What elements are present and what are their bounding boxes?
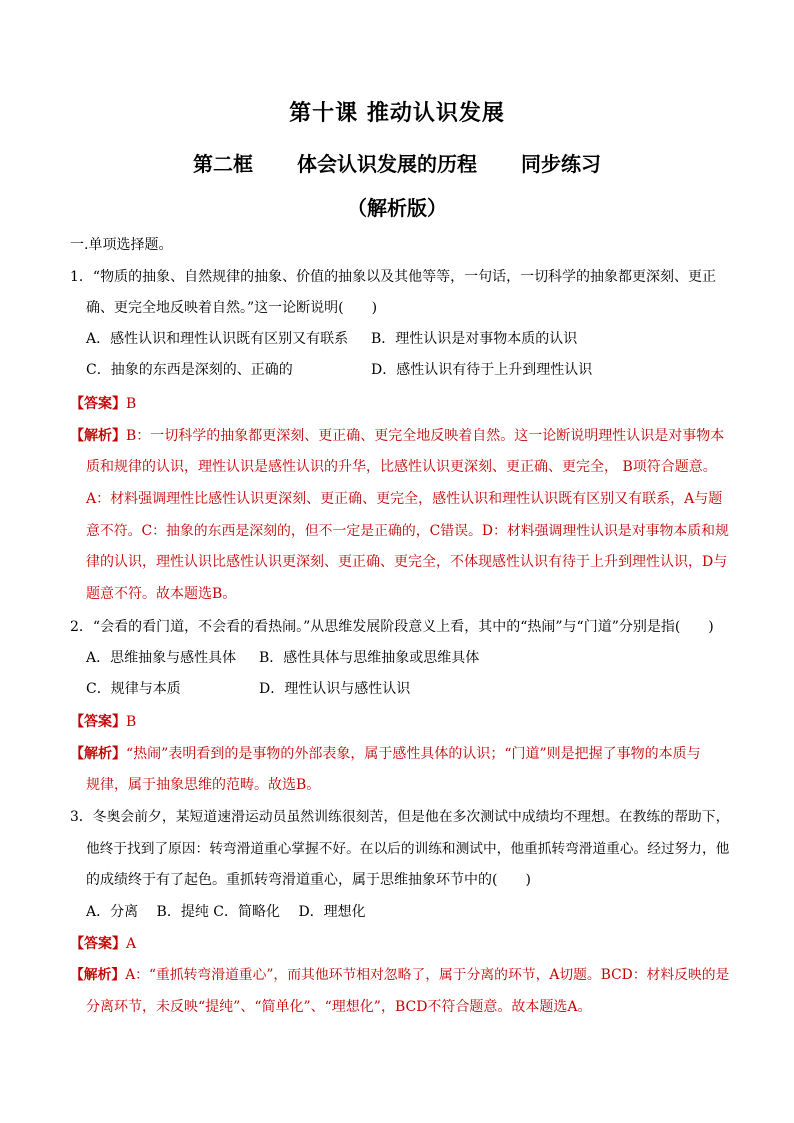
q1-explanation-line1 <box>70 427 724 445</box>
q2-option-b: B．感性具体与思维抽象或思维具体 <box>259 650 480 666</box>
q1-stem-line2: 确、更完全地反映着自然。”这一论断说明( ) <box>86 300 378 316</box>
q1-option-b: B．理性认识是对事物本质的认识 <box>371 331 578 347</box>
section-heading: 一.单项选择题。 <box>70 237 173 253</box>
q1-option-d: D．感性认识有待于上升到理性认识 <box>371 362 593 378</box>
q3-options: A．分离 B．提纯 C．简略化 D．理想化 <box>86 904 366 920</box>
subtitle-type: 同步练习 <box>521 152 601 176</box>
explanation-text: A：“重抓转弯滑道重心”，而其他环节相对忽略了，属于分离的环节，A切题。BCD：材料反映的是 <box>125 967 730 983</box>
answer-tag: 【答案】 <box>70 936 126 952</box>
q1-explanation-line3: A：材料强调理性比感性认识更深刻、更正确、更完全，感性认识和理性认识既有区别又有联系，A与题 <box>86 491 723 507</box>
answer-value: B <box>126 396 137 412</box>
subtitle-topic: 体会认识发展的历程 <box>297 152 477 176</box>
q1-option-c: C．抽象的东西是深刻的、正确的 <box>86 362 293 378</box>
lesson-subtitle <box>0 148 794 177</box>
q1-answer <box>70 395 136 413</box>
lesson-title: 第十课 推动认识发展 <box>289 100 505 126</box>
explanation-tag: 【解析】 <box>70 746 126 762</box>
q3-answer <box>70 935 136 953</box>
explanation-tag: 【解析】 <box>70 967 126 983</box>
q1-option-a: A．感性认识和理性认识既有区别又有联系 <box>86 331 349 347</box>
q2-explanation-line1 <box>70 745 701 763</box>
q1-stem-line1: 1．“物质的抽象、自然规律的抽象、价值的抽象以及其他等等，一句话，一切科学的抽象都更深刻、更正 <box>70 269 717 285</box>
q1-explanation-line6: 题意不符。故本题选B。 <box>86 586 237 602</box>
answer-value: A <box>126 936 137 952</box>
q1-explanation-line4: 意不符。C：抽象的东西是深刻的，但不一定是正确的，C错误。D：材料强调理性认识是对事物本质和规 <box>86 523 729 539</box>
answer-value: B <box>126 714 137 730</box>
q3-stem-line1: 3．冬奥会前夕，某短道速滑运动员虽然训练很刻苦，但是他在多次测试中成绩均不理想。在教练的帮助下， <box>70 809 730 825</box>
explanation-text: B：一切科学的抽象都更深刻、更正确、更完全地反映着自然。这一论断说明理性认识是对事物本 <box>126 428 725 444</box>
q2-option-a: A．思维抽象与感性具体 <box>86 650 237 666</box>
q2-option-d: D．理性认识与感性认识 <box>259 681 411 697</box>
q1-explanation-line5: 律的认识，理性认识比感性认识更深刻、更正确、更完全，不体现感性认识有待于上升到理性认识，D与 <box>86 554 728 570</box>
q2-explanation-line2: 规律，属于抽象思维的范畴。故选B。 <box>86 777 321 793</box>
answer-tag: 【答案】 <box>70 396 126 412</box>
version-label: （解析版） <box>347 196 447 220</box>
subtitle-section: 第二框 <box>193 152 253 176</box>
q3-explanation-line2: 分离环节，未反映“提纯”、“简单化”、“理想化”，BCD不符合题意。故本题选A。 <box>86 999 592 1015</box>
answer-tag: 【答案】 <box>70 714 126 730</box>
q3-stem-line2: 他终于找到了原因：转弯滑道重心掌握不好。在以后的训练和测试中，他重抓转弯滑道重心。经过努力，他 <box>86 841 730 857</box>
q3-stem-line3: 的成绩终于有了起色。重抓转弯滑道重心，属于思维抽象环节中的( ) <box>86 872 531 888</box>
q2-stem-line1: 2．“会看的看门道，不会看的看热闹。”从思维发展阶段意义上看，其中的“热闹”与“门道”分别是指( ) <box>70 619 714 635</box>
explanation-tag: 【解析】 <box>70 428 126 444</box>
q3-explanation-line1 <box>70 966 729 984</box>
q1-explanation-line2: 质和规律的认识，理性认识是感性认识的升华，比感性认识更深刻、更正确、更完全， B项符合题意。 <box>86 459 717 475</box>
explanation-text: “热闹”表明看到的是事物的外部表象，属于感性具体的认识；“门道”则是把握了事物的本质与 <box>126 746 701 762</box>
q2-answer <box>70 713 136 731</box>
q2-option-c: C．规律与本质 <box>86 681 181 697</box>
